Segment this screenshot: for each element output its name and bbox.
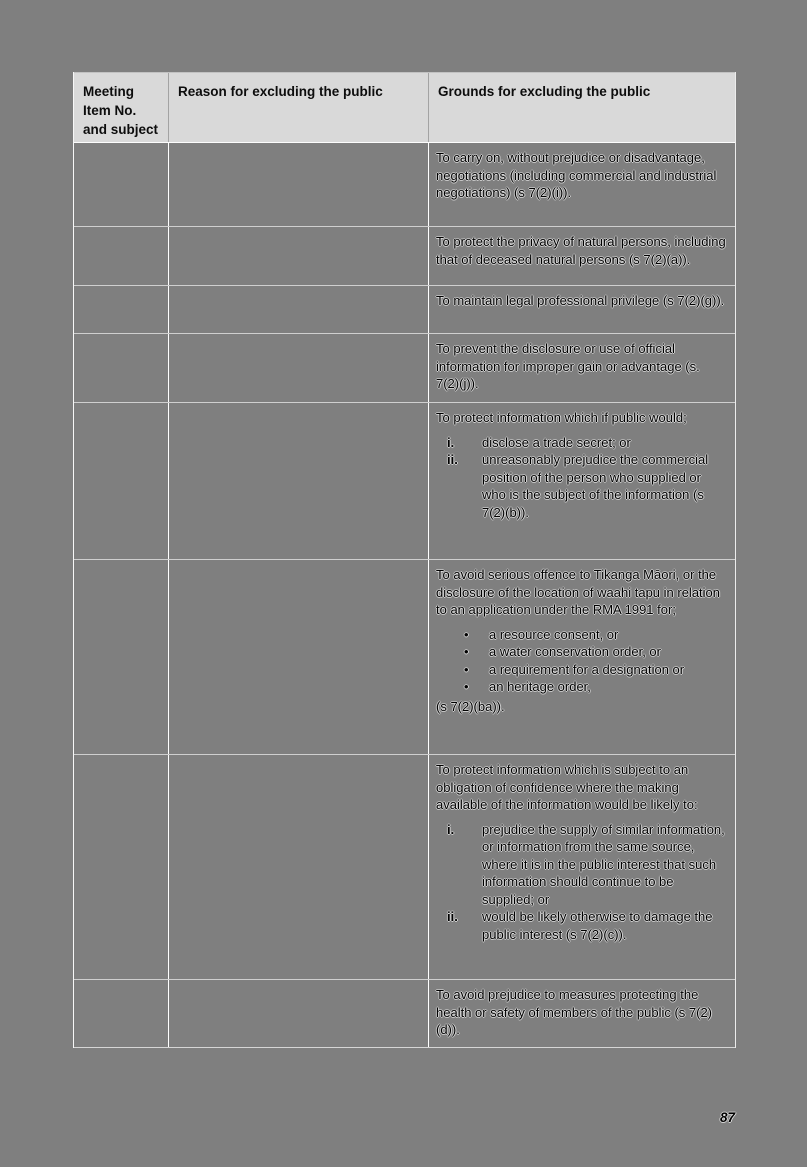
table-body (74, 143, 735, 1048)
list-item (436, 821, 726, 909)
cell-meeting-item (74, 755, 168, 979)
cell-grounds (428, 560, 735, 754)
table-row (74, 334, 735, 403)
page-number: 87 (719, 1110, 735, 1125)
cell-meeting-item (74, 980, 168, 1047)
roman-numeral-marker: ii. (447, 909, 458, 924)
roman-list (436, 434, 726, 522)
list-item-text: a requirement for a designation or (489, 661, 685, 677)
table-row (74, 143, 735, 227)
table-row (74, 227, 735, 286)
cell-reason (168, 286, 428, 333)
list-item (436, 678, 726, 696)
header-grounds (428, 73, 735, 142)
roman-numeral-marker: i. (447, 434, 455, 450)
table-header-row (74, 72, 735, 143)
list-item-text: unreasonably prejudice the commercial position of the person who supplied or who is the subject of the information (s 7(2)(b)). (482, 452, 709, 520)
grounds-paragraph: To protect information which if public would; (436, 410, 687, 425)
list-item-text: would be likely otherwise to damage the public interest (s 7(2)(c)). (482, 909, 713, 942)
grounds-paragraph: To protect the privacy of natural persons, including that of deceased natural persons (s 7(2)(a)). (436, 234, 726, 267)
cell-reason (168, 403, 428, 559)
header-reason (168, 73, 428, 142)
cell-grounds (428, 980, 735, 1047)
list-item-text: an heritage order, (489, 679, 591, 694)
bullet-marker: • (464, 679, 469, 694)
table-row (74, 403, 735, 560)
list-item-text: disclose a trade secret; or (482, 434, 631, 450)
list-item (436, 908, 726, 943)
list-item (436, 434, 726, 452)
cell-grounds (428, 143, 735, 226)
bullet-marker: • (464, 626, 469, 642)
grounds-paragraph: To maintain legal professional privilege (s 7(2)(g)). (436, 293, 725, 308)
cell-meeting-item (74, 560, 168, 754)
grounds-paragraph: To prevent the disclosure or use of official information for improper gain or advantage (s. 7(2)(j)). (436, 341, 700, 391)
header-grounds-label: Grounds for excluding the public (438, 84, 651, 99)
cell-meeting-item (74, 286, 168, 333)
cell-meeting-item (74, 334, 168, 402)
cell-reason (168, 560, 428, 754)
list-item-text: prejudice the supply of similar information, or information from the same source, where it is in the public interest that such information should continue to be supplied; or (482, 821, 725, 907)
header-meeting-item (74, 73, 168, 142)
list-item-text: a water conservation order, or (489, 644, 661, 659)
cell-reason (168, 980, 428, 1047)
cell-meeting-item (74, 227, 168, 285)
cell-grounds (428, 403, 735, 559)
list-item (436, 451, 726, 521)
header-meeting-item-label: Meeting Item No. and subject (83, 84, 159, 137)
list-item (436, 626, 726, 644)
list-item (436, 661, 726, 679)
roman-list (436, 821, 726, 944)
cell-reason (168, 755, 428, 979)
bullet-list (436, 626, 726, 696)
table-row (74, 286, 735, 334)
roman-numeral-marker: i. (447, 821, 455, 837)
table-row (74, 980, 735, 1047)
header-reason-label: Reason for excluding the public (178, 84, 383, 99)
grounds-paragraph: To protect information which is subject to an obligation of confidence where the making available of the information would be likely to: (436, 762, 698, 812)
bullet-marker: • (464, 644, 469, 659)
cell-grounds (428, 755, 735, 979)
list-item-text: a resource consent, or (489, 626, 619, 642)
grounds-paragraph: To avoid serious offence to Tikanga Māori, or the disclosure of the location of waahi tapu in relation to an application under the RMA 1991 for; (436, 567, 721, 617)
list-item (436, 643, 726, 661)
grounds-paragraph: To carry on, without prejudice or disadvantage, negotiations (including commercial and industrial negotiations) (s 7(2)(i)). (436, 150, 717, 200)
cell-reason (168, 334, 428, 402)
cell-grounds (428, 227, 735, 285)
cell-reason (168, 227, 428, 285)
cell-meeting-item (74, 403, 168, 559)
cell-grounds (428, 286, 735, 333)
cell-meeting-item (74, 143, 168, 226)
cell-reason (168, 143, 428, 226)
table-row (74, 755, 735, 980)
bullet-marker: • (464, 661, 469, 677)
public-excluded-table (73, 72, 736, 1048)
cell-grounds (428, 334, 735, 402)
table-row (74, 560, 735, 755)
roman-numeral-marker: ii. (447, 452, 458, 467)
grounds-paragraph: To avoid prejudice to measures protecting the health or safety of members of the public (s 7(2)(d)). (436, 987, 713, 1037)
grounds-paragraph: (s 7(2)(ba)). (436, 698, 505, 714)
